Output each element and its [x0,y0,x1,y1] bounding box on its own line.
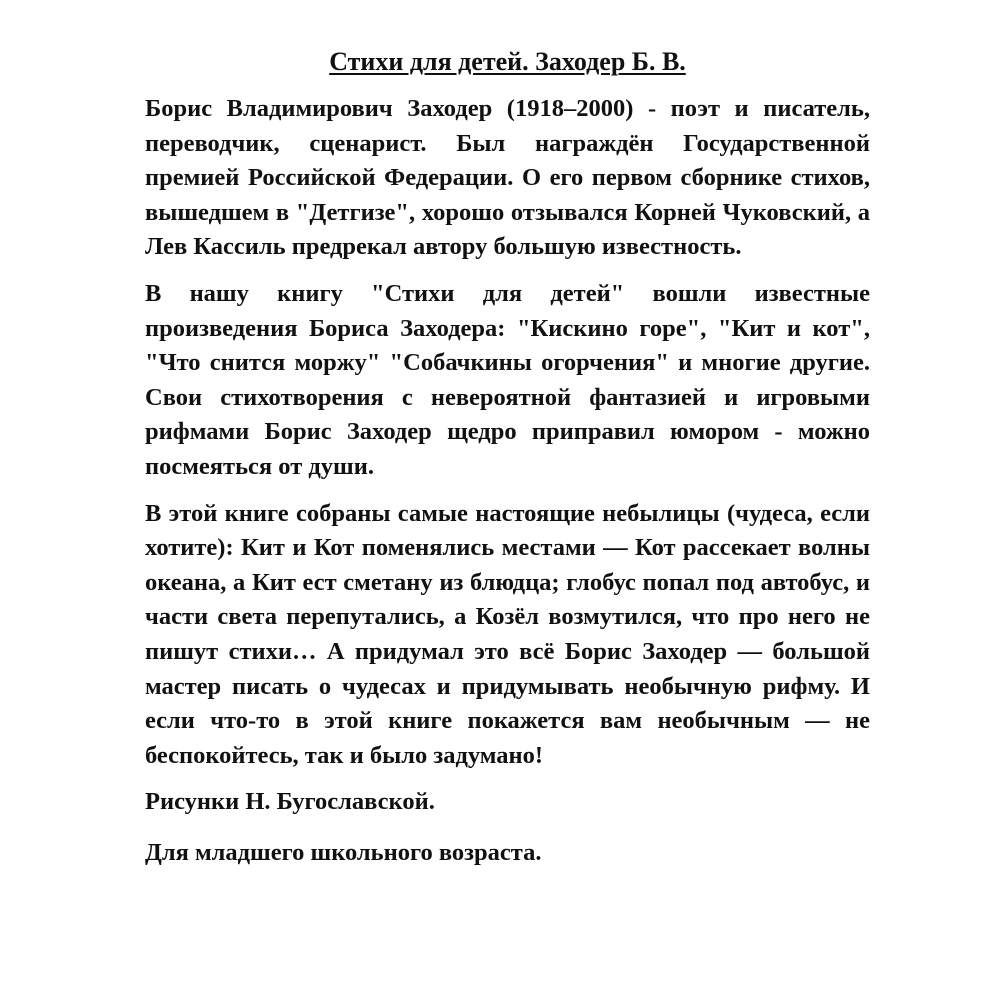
document-title: Стихи для детей. Заходер Б. В. [329,47,686,76]
author-bio-paragraph: Борис Владимирович Заходер (1918–2000) - поэт и писатель, переводчик, сценарист. Был награждён Государственной премией Российской Федерации. О его первом сборнике стихов, вышедшем в "Детгизе", хорошо отзывался Корней Чуковский, а Лев Кассиль предрекал автору большую известность. [145,95,870,261]
illustrations-credit: Рисунки Н. Бугославской. [145,788,435,816]
book-description-paragraph: В этой книге собраны самые настоящие небылицы (чудеса, если хотите): Кит и Кот поменялись местами — Кот рассекает волны океана, а Кит ест сметану из блюдца; глобус попал под автобус, и части света перепутались, а Козёл возмутился, что про него не пишут стихи… А придумал это всё Борис Заходер — большой мастер писать о чудесах и придумывать необычную рифму. И если что-то в этой книге покажется вам необычным — не беспокойтесь, так и было задумано! [145,499,870,769]
book-contents-paragraph: В нашу книгу "Стихи для детей" вошли известные произведения Бориса Заходера: "Кискино горе", "Кит и кот", "Что снится моржу" "Собачкины огорчения" и многие другие. Свои стихотворения с невероятной фантазией и игровыми рифмами Борис Заходер щедро приправил юмором - можно посмеяться от души. [145,279,870,480]
age-note: Для младшего школьного возраста. [145,838,542,866]
document-page [145,44,870,886]
